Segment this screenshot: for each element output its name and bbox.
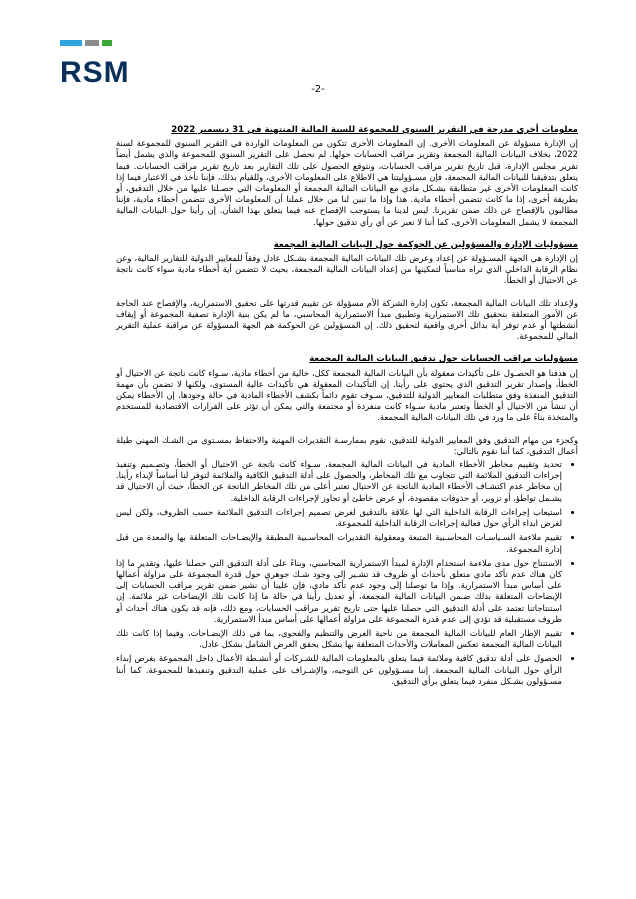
section-heading: مسؤوليات الإدارة والمسؤولين عن الحوكمة حول البيانات المالية المجمعة <box>273 239 578 250</box>
paragraph: إن الإدارة مسؤولة عن المعلومات الأخرى. إن المعلومات الأخرى تتكون من المعلومات الواردة في التقرير السنوي للمجموعة لسنة 2022، بخلاف البيانات المالية المجمعة وتقرير مراقب الحسابات حولها. لم نحصل على التقرير السنوي للمجموعة والذي يشمل أيضاً تقرير مجلس الإدارة، قبل تاريخ تقرير مراقب الحسابات، ونتوقع الحصول على تلك التقارير بعد تاريخ تقرير مراقب الحسابات. فيما يتعلق بتدقيقنا للبيانات المالية المجمعة، فإن مسـؤوليتنا هي الاطلاع على المعلومات الأخرى، وللقيام بذلك، فإننا نأخذ في الاعتبار فيما إذا كانت المعلومات الأخرى غير متطابقة بشـكل مادي مع البيانات المالية المجمعة أو المعلومات التي حصـلنا عليها من خلال التدقيق، أو بطريقة أخرى، إذا ما كانت تتضمن أخطاء مادية. هذا وإذا ما تبين لنا من خلال عملنا أن المعلومات الأخرى تتضمن أخطاء مادية، فإننا مطالبون بالإفصاح عن ذلك ضمن تقريرنا. ليس لدينا ما يستوجب الإفصاح عنه فيما يتعلق بهذا الشأن. إن رأينا حول البيانات المالية المجمعة لا يشمل المعلومات الأخرى، كما أننا لا نعبر عن أي رأي تدقيق حولها. <box>116 138 578 227</box>
list-item: • استيعاب إجراءات الرقابة الداخلية التي لها علاقة بالتدقيق لغرض تصميم إجراءات التدقيق الملائمة حسب الظروف، ولكن ليس لغرض ابداء الرأي حول فعالية إجراءات الرقابة الداخلية للمجموعة. <box>116 507 562 529</box>
section-heading: معلومات أخرى مدرجة في التقرير السنوي للمجموعة للسنة المالية المنتهية في 31 ديسمبر 2022 <box>171 125 578 135</box>
list-item: • الاستنتاج حول مدى ملاءمة استخدام الإدارة لمبدأ الاستمرارية المحاسبي، وبناءً على أدلة التدقيق التي حصلنا عليها، وتقدير ما إذا كان هناك عدم تأكد مادي متعلق بأحداث أو ظروف قد تشـير إلى وجود شـك جوهري حول قدرة المجموعة على مزاولة أعمالها على أساس مبدأ الاستمرارية. وإذا ما توصلنا إلى وجود عدم تأكد مادي، فإن علينا أن نشير ضمن تقرير مراقب الحسابات إلى الإيضاحات المتعلقة بذلك ضـمن البيانات المالية المجمعة، أو تعديل رأينا في حالة ما إذا كانت تلك الإيضاحات غير ملائمة. إن استنتاجاتنا تعتمد على أدلة التدقيق التي حصلنا عليها حتى تاريخ تقرير مراقب الحسابات، ومع ذلك، فإنه قد يكون هناك أحداث أو ظروف مستقبلية قد تؤدي إلى عدم قدرة المجموعة على مزاولة أعمالها على أساس مبدأ الاستمرارية. <box>116 558 562 625</box>
logo-bar-blue <box>60 40 82 46</box>
paragraph: إن الإدارة هي الجهة المسـؤولة عن إعداد وعرض تلك البيانات المالية المجمعة بشـكل عادل وفقاً للمعايير الدولية للتقارير المالية، وعن نظام الرقابة الداخلي الذي تراه مناسباً لتمكينها من إعداد البيانات المالية المجمعة، بحيث لا تتضمن أية أخطاء مادية سواء كانت ناتجة عن الاحتيال أو الخطأ. <box>116 253 578 286</box>
logo-bar-green <box>102 40 112 46</box>
report-body <box>116 125 578 699</box>
section-management-responsibilities <box>116 240 578 343</box>
section-other-information <box>116 125 578 228</box>
logo-text: RSM <box>60 56 130 89</box>
logo-bars <box>60 40 150 46</box>
audit-procedures-list <box>116 459 578 687</box>
list-item: • تقييم الإطار العام للبيانات المالية المجمعة من ناحية العرض والتنظيم والفحوى، بما في ذلك الإيضـاحات، وفيما إذا كانت تلك البيانات المالية المجمعة تعكس المعاملات والأحداث المتعلقة بها بشكل يحقق العرض الشامل بشكل عادل. <box>116 628 562 650</box>
paragraph: إن هدفنا هو الحصـول على تأكيدات معقولة بأن البيانات المالية المجمعة ككل، خالية من أخطاء مادية، سـواء كانت ناتجة عن الاحتيال أو الخطأ، وإصدار تقرير التدقيق الذي يحتوي على رأينا. إن التأكيدات المعقولة هي تأكيدات عالية المستوى، ولكنها لا تضمن بأن مهمة التدقيق المنفذة وفق متطلبات المعايير الدولية للتدقيق، سـوف تقوم دائماً بكشف الأخطاء المادية في حالة وجودها. إن الأخطاء يمكن أن تنشأ من الاحتيال أو الخطأ وتعتبر مادية سـواء كانت منفردة أو مجتمعة والتي يمكن أن تؤثر على القرارات الاقتصادية للمستخدم والمتخذة بناءً على ما ورد في تلك البيانات المالية المجمعة. <box>116 367 578 423</box>
paragraph: وكجزء من مهام التدقيق وفق المعايير الدولية للتدقيق، نقوم بممارسـة التقديرات المهنية والاحتفاظ بمسـتوى من الشـك المهني طيلة أعمال التدقيق، كما أننا نقوم بالتالي: <box>116 434 578 456</box>
page-number: -2- <box>311 84 325 95</box>
section-heading: مسؤوليات مراقب الحسابات حول تدقيق البيانات المالية المجمعة <box>309 354 578 365</box>
list-item: • الحصول على أدلة تدقيق كافية وملائمة فيما يتعلق بالمعلومات المالية للشـركات أو أنشـطة الأعمال داخل المجموعة بغرض إبداء الرأي حول البيانات المالية المجمعة. إننا مسـؤولون عن التوجيه، والإشـراف على عملية التدقيق وتنفيذها للمجموعة. كما أننا مسـؤولون بشـكل منفرد فيما يتعلق برأي التدقيق. <box>116 653 562 687</box>
paragraph: ولإعداد تلك البيانات المالية المجمعة، تكون إدارة الشركة الأم مسؤولة عن تقييم قدرتها على تحقيق الاستمرارية، والإفصاح عند الحاجة عن الأمور المتعلقة بتحقيق تلك الاستمرارية وتطبيق مبدأ الاستمرارية المحاسبي، ما لم يكن بنية الإدارة تصفية المجموعة أو إيقاف أنشطتها أو عدم توفر أية بدائل أخرى واقعية لتحقيق ذلك. إن المسؤولين عن الحوكمة هم الجهة المسؤولة عن مراقبة عملية التقرير المالي للمجموعة. <box>116 297 578 342</box>
section-auditor-responsibilities <box>116 354 578 686</box>
list-item: • تحديد وتقييم مخاطر الأخطاء المادية في البيانات المالية المجمعة، سـواء كانت ناتجة عن الاحتيال أو الخطأ، وتصـميم وتنفيذ إجراءات التدقيق الملائمة التي تتجاوب مع تلك المخاطر، والحصول على أدلة التدقيق الكافية والملائمة لتوفر لنا أساساً لإبداء رأينا. إن مخاطر عدم اكتشـاف الأخطاء المادية الناتجة عن الاحتيال تعتبر أعلى من تلك المخاطر الناتجة عن الخطأ، حيث أن الاحتيال قد يشـمل تواطؤ، أو تزوير، أو حذوفات مقصودة، أو عرض خاطئ أو تجاوز لإجراءات الرقابة الداخلية. <box>116 459 562 504</box>
list-item: • تقييم ملاءمة السـياسـات المحاسـبية المتبعة ومعقولية التقديرات المحاسـبية المطبقة والإيضـاحات المتعلقة بها والمعدة من قبل إدارة المجموعة. <box>116 532 562 554</box>
logo-bar-gray <box>85 40 99 46</box>
